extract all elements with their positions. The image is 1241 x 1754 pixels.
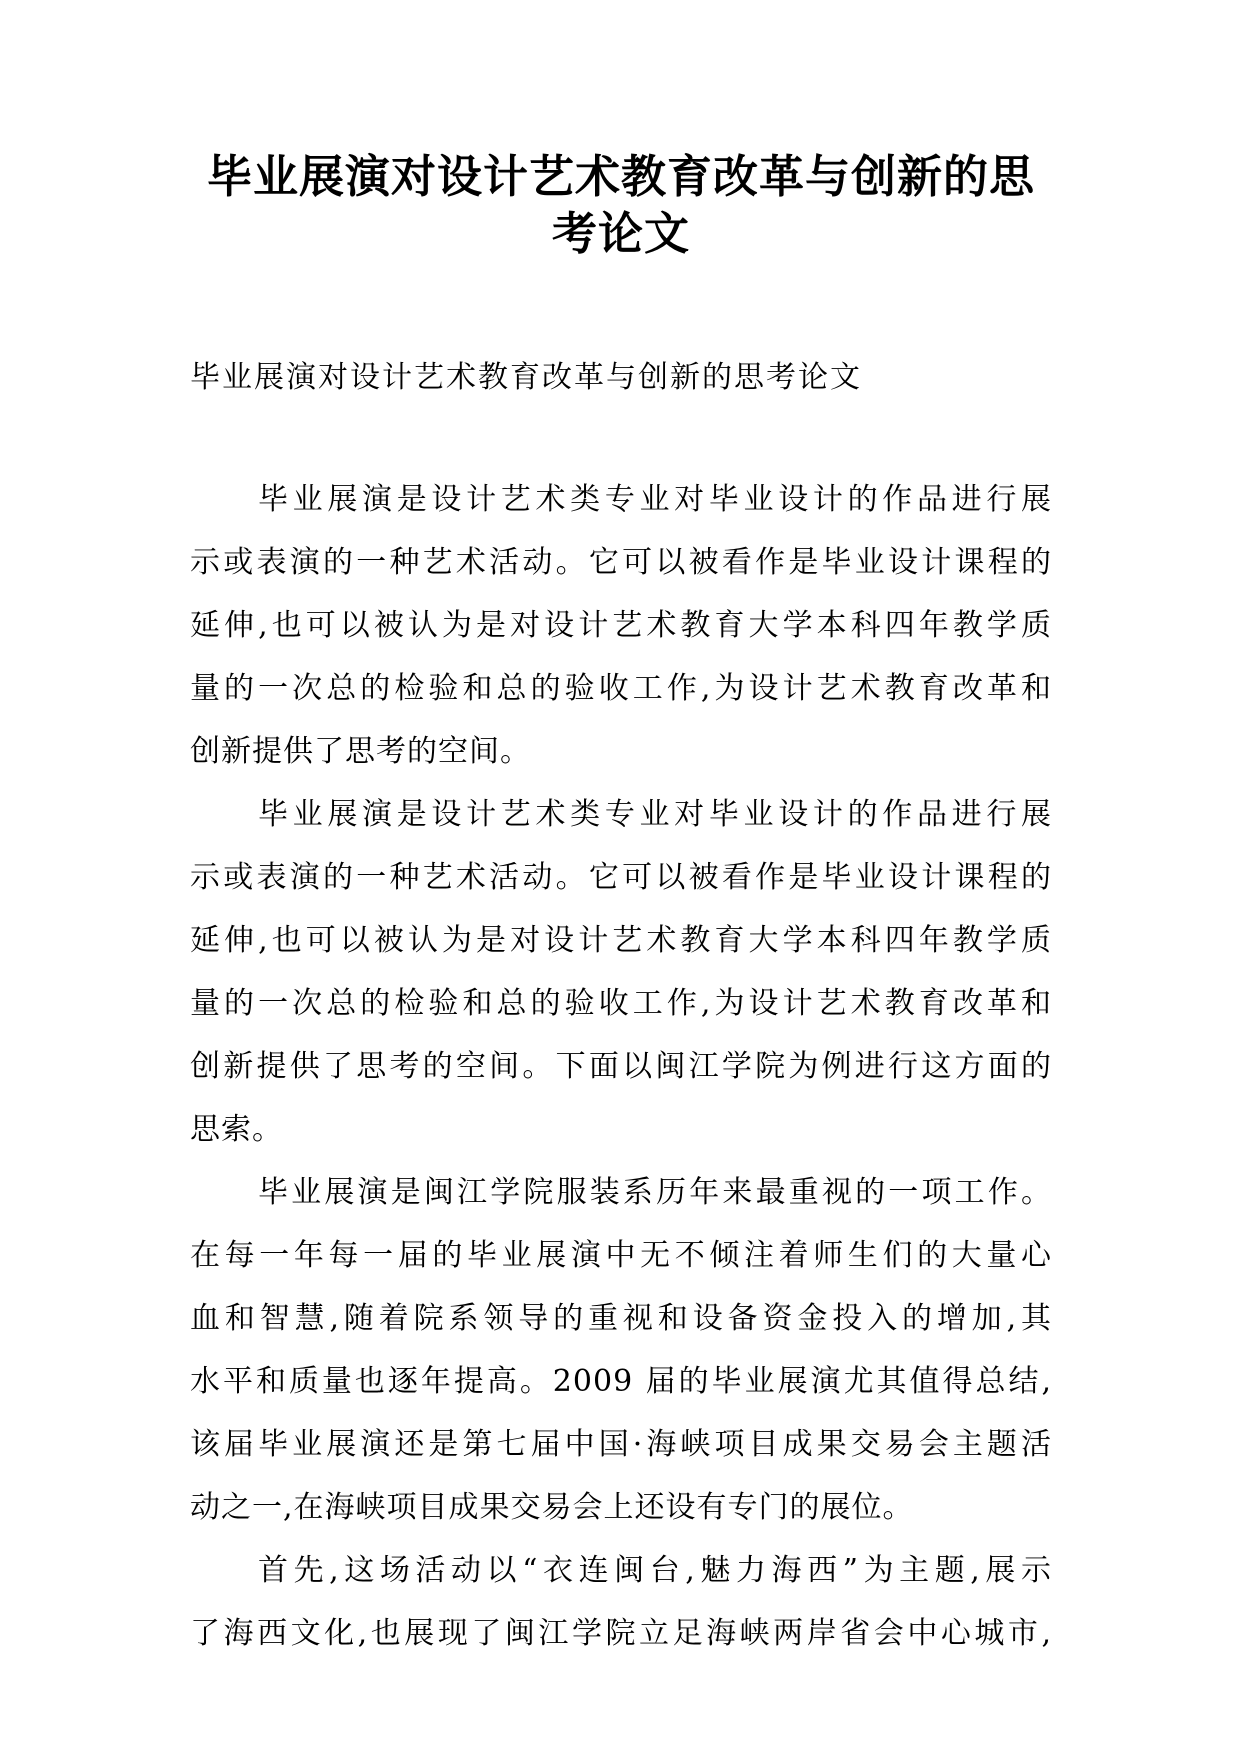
text-line: 毕业展演是设计艺术类专业对毕业设计的作品进行展 <box>258 797 1052 832</box>
text-line: 首先,这场活动以“衣连闽台,魅力海西”为主题,展示 <box>258 1553 1052 1588</box>
paragraph <box>190 783 1052 1161</box>
text-line: 延伸,也可以被认为是对设计艺术教育大学本科四年教学质 <box>190 923 1052 958</box>
text-line: 思索。 <box>190 1112 283 1147</box>
text-line: 量的一次总的检验和总的验收工作,为设计艺术教育改革和 <box>190 671 1052 706</box>
text-line: 创新提供了思考的空间。下面以闽江学院为例进行这方面的 <box>190 1049 1052 1084</box>
text-line: 该届毕业展演还是第七届中国·海峡项目成果交易会主题活 <box>190 1427 1052 1462</box>
text-line: 创新提供了思考的空间。 <box>190 734 531 769</box>
body-text <box>190 468 1052 1665</box>
text-line: 水平和质量也逐年提高。2009 届的毕业展演尤其值得总结, <box>190 1364 1052 1399</box>
text-line: 毕业展演是闽江学院服装系历年来最重视的一项工作。 <box>258 1175 1052 1210</box>
paragraph <box>190 468 1052 783</box>
paragraph <box>190 1161 1052 1539</box>
paragraph <box>190 1539 1052 1665</box>
text-line: 在每一年每一届的毕业展演中无不倾注着师生们的大量心 <box>190 1238 1052 1273</box>
text-line: 毕业展演是设计艺术类专业对毕业设计的作品进行展 <box>258 482 1052 517</box>
text-line: 血和智慧,随着院系领导的重视和设备资金投入的增加,其 <box>190 1301 1052 1336</box>
text-line: 示或表演的一种艺术活动。它可以被看作是毕业设计课程的 <box>190 860 1052 895</box>
text-line: 量的一次总的检验和总的验收工作,为设计艺术教育改革和 <box>190 986 1052 1021</box>
text-line: 延伸,也可以被认为是对设计艺术教育大学本科四年教学质 <box>190 608 1052 643</box>
text-line: 动之一,在海峡项目成果交易会上还设有专门的展位。 <box>190 1490 914 1525</box>
text-line: 了海西文化,也展现了闽江学院立足海峡两岸省会中心城市, <box>190 1616 1052 1651</box>
page-title: 毕业展演对设计艺术教育改革与创新的思考论文 <box>206 150 1035 260</box>
text-line: 示或表演的一种艺术活动。它可以被看作是毕业设计课程的 <box>190 545 1052 580</box>
document-subtitle: 毕业展演对设计艺术教育改革与创新的思考论文 <box>190 360 862 395</box>
